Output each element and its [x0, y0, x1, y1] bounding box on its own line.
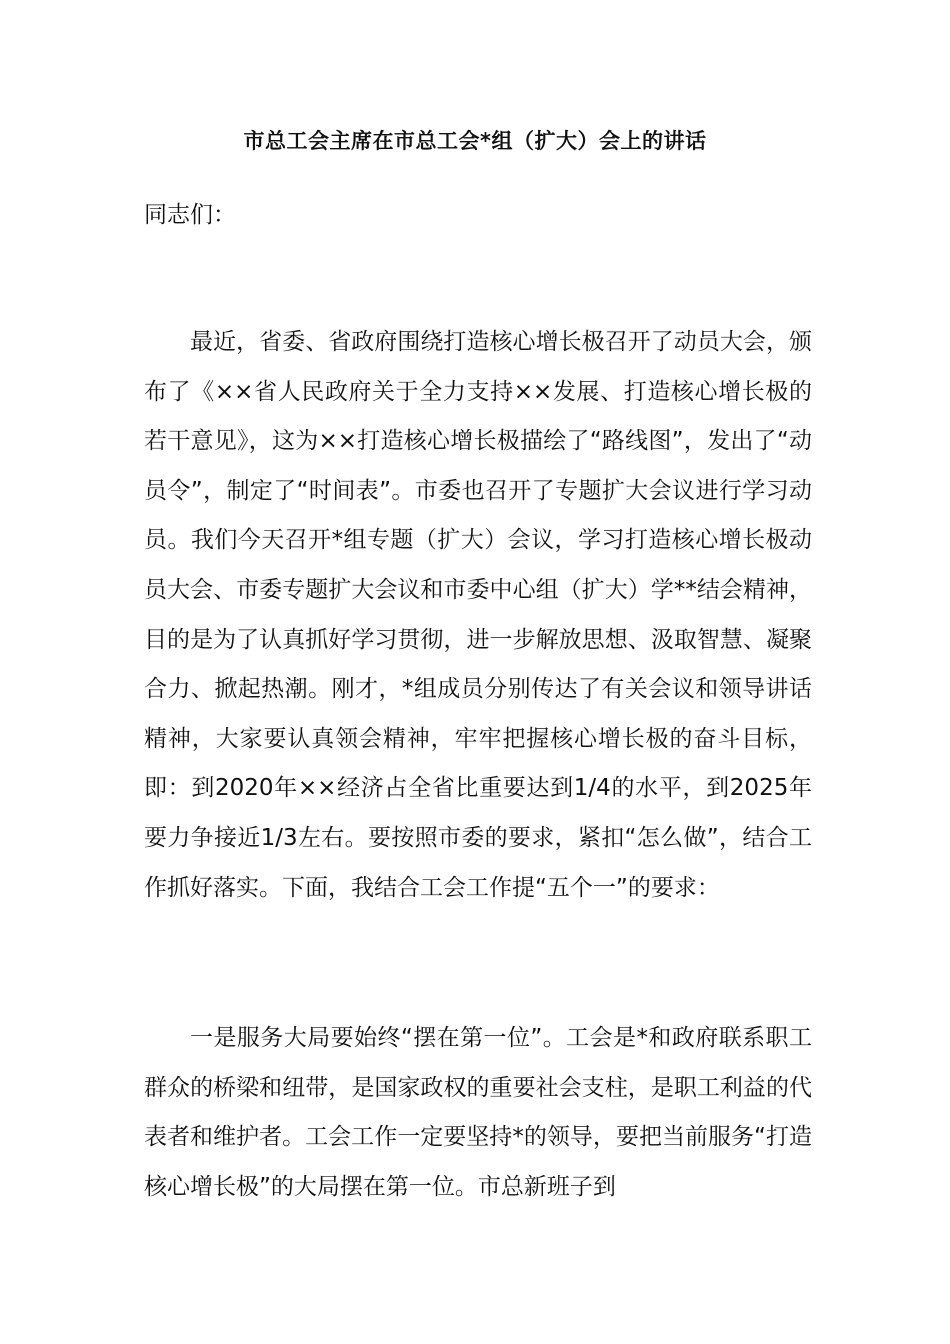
paragraph-2: 一是服务大局要始终“摆在第一位”。工会是*和政府联系职工群众的桥梁和纽带，是国家政权的重要社会支柱，是职工利益的代表者和维护者。工会工作一定要坚持*的领导，要把当前服务“打造核心增长极”的大局摆在第一位。市总新班子到 [144, 1025, 812, 1200]
salutation: 同志们： [144, 202, 236, 228]
document-title: 市总工会主席在市总工会*组（扩大）会上的讲话 [243, 129, 707, 153]
paragraph-1: 最近，省委、省政府围绕打造核心增长极召开了动员大会，颁布了《××省人民政府关于全力支持××发展、打造核心增长极的若干意见》，这为××打造核心增长极描绘了“路线图”，发出了“动员令”，制定了“时间表”。市委也召开了专题扩大会议进行学习动员。我们今天召开*组专题（扩大）会议，学习打造核心增长极动员大会、市委专题扩大会议和市委中心组（扩大）学**结会精神，目的是为了认真抓好学习贯彻，进一步解放思想、汲取智慧、凝聚合力、掀起热潮。刚才，*组成员分别传达了有关会议和领导讲话精神，大家要认真领会精神，牢牢把握核心增长极的奋斗目标，即：到2020年××经济占全省比重要达到1/4的水平，到2025年要力争接近1/3左右。要按照市委的要求，紧扣“怎么做”，结合工作抓好落实。下面，我结合工会工作提“五个一”的要求： [144, 329, 812, 901]
